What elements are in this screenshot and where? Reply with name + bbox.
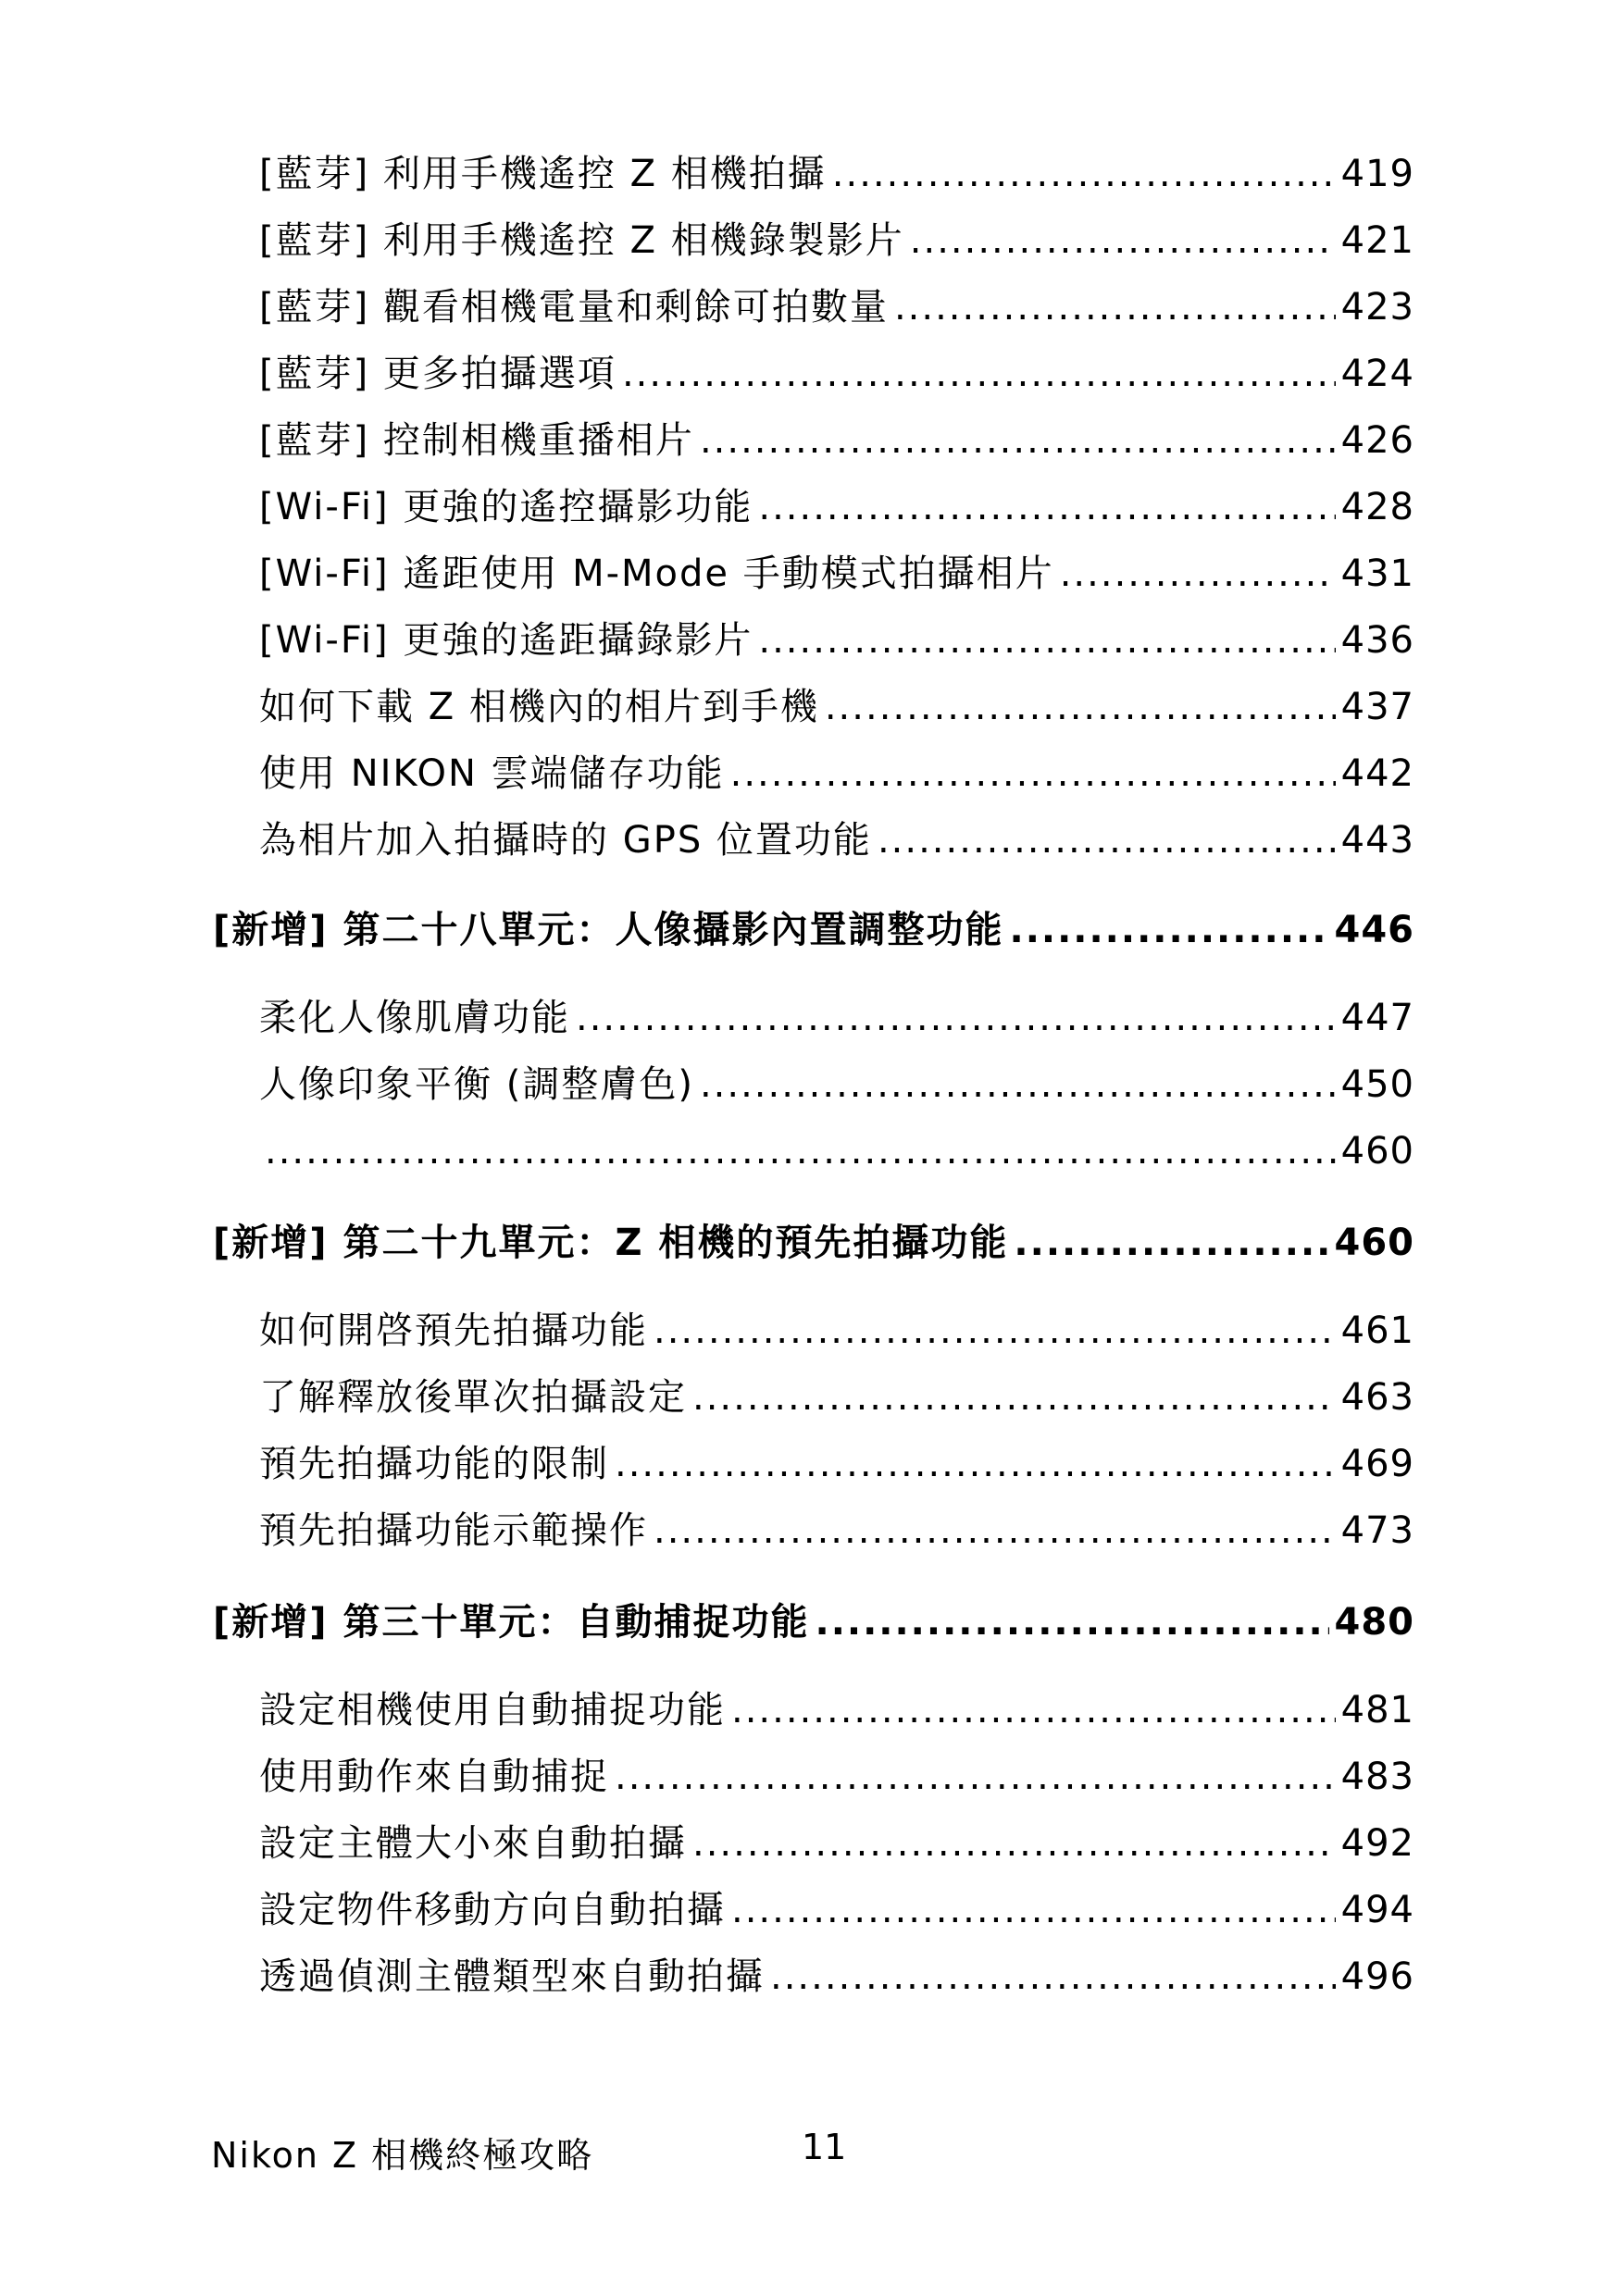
toc-entry[interactable] (259, 1751, 1414, 1803)
dot-leader (910, 215, 1336, 267)
dot-leader (615, 1751, 1336, 1803)
toc-chapter-page: 480 (1334, 1601, 1414, 1644)
toc-entry-page: 460 (1340, 1130, 1414, 1173)
dot-leader (832, 148, 1336, 200)
toc-entry-title: 透過偵測主體類型來自動拍攝 (259, 1955, 765, 1998)
toc-entry-page: 442 (1340, 752, 1414, 795)
toc-entry[interactable] (259, 281, 1414, 333)
toc-entry[interactable] (259, 681, 1414, 733)
toc-entry[interactable] (259, 481, 1414, 533)
toc-chapter-title: [新增] 第三十單元：自動捕捉功能 (213, 1601, 810, 1644)
toc-entry-title: [Wi-Fi] 更強的遙控攝影功能 (259, 486, 753, 528)
toc-entry[interactable] (259, 1684, 1414, 1736)
toc-entry-title: [Wi-Fi] 更強的遙距攝錄影片 (259, 619, 753, 662)
toc-chapter-title: [新增] 第二十八單元：人像攝影內置調整功能 (213, 909, 1004, 951)
toc-entry[interactable] (259, 148, 1414, 200)
toc-entry-page: 431 (1340, 552, 1414, 595)
toc-entry-page: 473 (1340, 1509, 1414, 1552)
toc-entry-title: [藍芽] 觀看相機電量和剩餘可拍數量 (259, 286, 889, 329)
dot-leader (622, 348, 1336, 400)
toc-entry-page: 492 (1340, 1822, 1414, 1865)
toc-entry-title: 如何下載 Z 相機內的相片到手機 (259, 686, 819, 728)
toc-entry-title: [藍芽] 利用手機遙控 Z 相機拍攝 (259, 153, 827, 195)
dot-leader (758, 614, 1335, 666)
dot-leader (1060, 548, 1336, 600)
toc-entry-page: 463 (1340, 1376, 1414, 1419)
toc-entry-page: 461 (1340, 1309, 1414, 1352)
toc-entry[interactable] (259, 1059, 1414, 1111)
toc-entry-page: 437 (1340, 686, 1414, 728)
dot-leader (816, 1595, 1329, 1649)
toc-entry[interactable] (259, 1884, 1414, 1936)
dot-leader (730, 748, 1336, 800)
toc-entry-page: 424 (1340, 353, 1414, 395)
toc-entry-page: 443 (1340, 819, 1414, 862)
dot-leader (692, 1818, 1336, 1869)
toc-chapter-page: 460 (1334, 1222, 1414, 1264)
toc-entry[interactable] (259, 614, 1414, 666)
toc-entry-title: 柔化人像肌膚功能 (259, 997, 570, 1039)
toc-entry-title: [藍芽] 利用手機遙控 Z 相機錄製影片 (259, 219, 904, 262)
toc-entry-page: 436 (1340, 619, 1414, 662)
toc-entry-page: 481 (1340, 1689, 1414, 1731)
dot-leader (1010, 903, 1329, 957)
dot-leader (731, 1684, 1336, 1736)
dot-leader (770, 1951, 1336, 2003)
toc-entry[interactable] (259, 415, 1414, 466)
toc-entry[interactable] (259, 1818, 1414, 1869)
toc-entry-title: 預先拍攝功能的限制 (259, 1443, 609, 1485)
dot-leader (758, 481, 1335, 533)
toc-entry-title: [Wi-Fi] 遙距使用 M-Mode 手動模式拍攝相片 (259, 552, 1054, 595)
toc-entry-title: 使用動作來自動捕捉 (259, 1756, 609, 1798)
toc-chapter[interactable] (213, 1216, 1414, 1270)
toc-entry-page: 419 (1340, 153, 1414, 195)
toc-entry-title: 設定相機使用自動捕捉功能 (259, 1689, 726, 1731)
dot-leader (825, 681, 1336, 733)
toc-entry[interactable] (259, 1438, 1414, 1490)
toc-entry[interactable] (259, 548, 1414, 600)
toc-entry-page: 426 (1340, 419, 1414, 462)
toc-entry-page: 450 (1340, 1063, 1414, 1106)
toc-entry[interactable] (259, 1371, 1414, 1423)
toc-entry[interactable] (259, 1505, 1414, 1557)
toc-entry-page: 494 (1340, 1889, 1414, 1931)
toc-entry[interactable] (259, 1951, 1414, 2003)
toc-entry-title: [藍芽] 控制相機重播相片 (259, 419, 694, 462)
toc-entry-title: 如何開啓預先拍攝功能 (259, 1309, 648, 1352)
footer-page-number: 11 (802, 2127, 847, 2167)
dot-leader (731, 1884, 1336, 1936)
dot-leader (894, 281, 1336, 333)
toc-entry[interactable] (259, 748, 1414, 800)
toc-chapter-page: 446 (1334, 909, 1414, 951)
dot-leader (700, 1059, 1336, 1111)
footer-book-title: Nikon Z 相機終極攻略 (211, 2135, 594, 2176)
dot-leader (692, 1371, 1336, 1423)
toc-entry[interactable] (259, 992, 1414, 1044)
toc-chapter[interactable] (213, 903, 1414, 957)
toc-entry-page: 496 (1340, 1955, 1414, 1998)
dot-leader (576, 992, 1336, 1044)
toc-entry-page: 483 (1340, 1756, 1414, 1798)
toc-entry-title: 設定主體大小來自動拍攝 (259, 1822, 687, 1865)
toc-entry-page: 423 (1340, 286, 1414, 329)
toc-entry-page: 421 (1340, 219, 1414, 262)
toc-entry-title: [藍芽] 更多拍攝選項 (259, 353, 616, 395)
dot-leader (700, 415, 1336, 466)
toc-chapter-title: [新增] 第二十九單元：Z 相機的預先拍攝功能 (213, 1222, 1009, 1264)
toc-entry[interactable] (259, 348, 1414, 400)
toc-chapter[interactable] (213, 1595, 1414, 1649)
toc-entry-title: 預先拍攝功能示範操作 (259, 1509, 648, 1552)
toc-entry-page: 428 (1340, 486, 1414, 528)
dot-leader (878, 814, 1336, 866)
toc-entry[interactable] (259, 814, 1414, 866)
toc-entry-title: 設定物件移動方向自動拍攝 (259, 1889, 726, 1931)
toc-entry[interactable] (259, 1305, 1414, 1357)
toc-entry-title: 了解釋放後單次拍攝設定 (259, 1376, 687, 1419)
toc-entry[interactable] (259, 1125, 1414, 1177)
dot-leader (654, 1305, 1336, 1357)
toc-entry-page: 469 (1340, 1443, 1414, 1485)
toc-entry[interactable] (259, 215, 1414, 267)
toc-entry-title: 人像印象平衡 (調整膚色) (259, 1063, 694, 1106)
dot-leader (615, 1438, 1336, 1490)
toc-entry-title: 使用 NIKON 雲端儲存功能 (259, 752, 725, 795)
toc-entry-page: 447 (1340, 997, 1414, 1039)
dot-leader (265, 1125, 1336, 1177)
toc-entry-title: 為相片加入拍攝時的 GPS 位置功能 (259, 819, 872, 862)
dot-leader (654, 1505, 1336, 1557)
dot-leader (1014, 1216, 1328, 1270)
